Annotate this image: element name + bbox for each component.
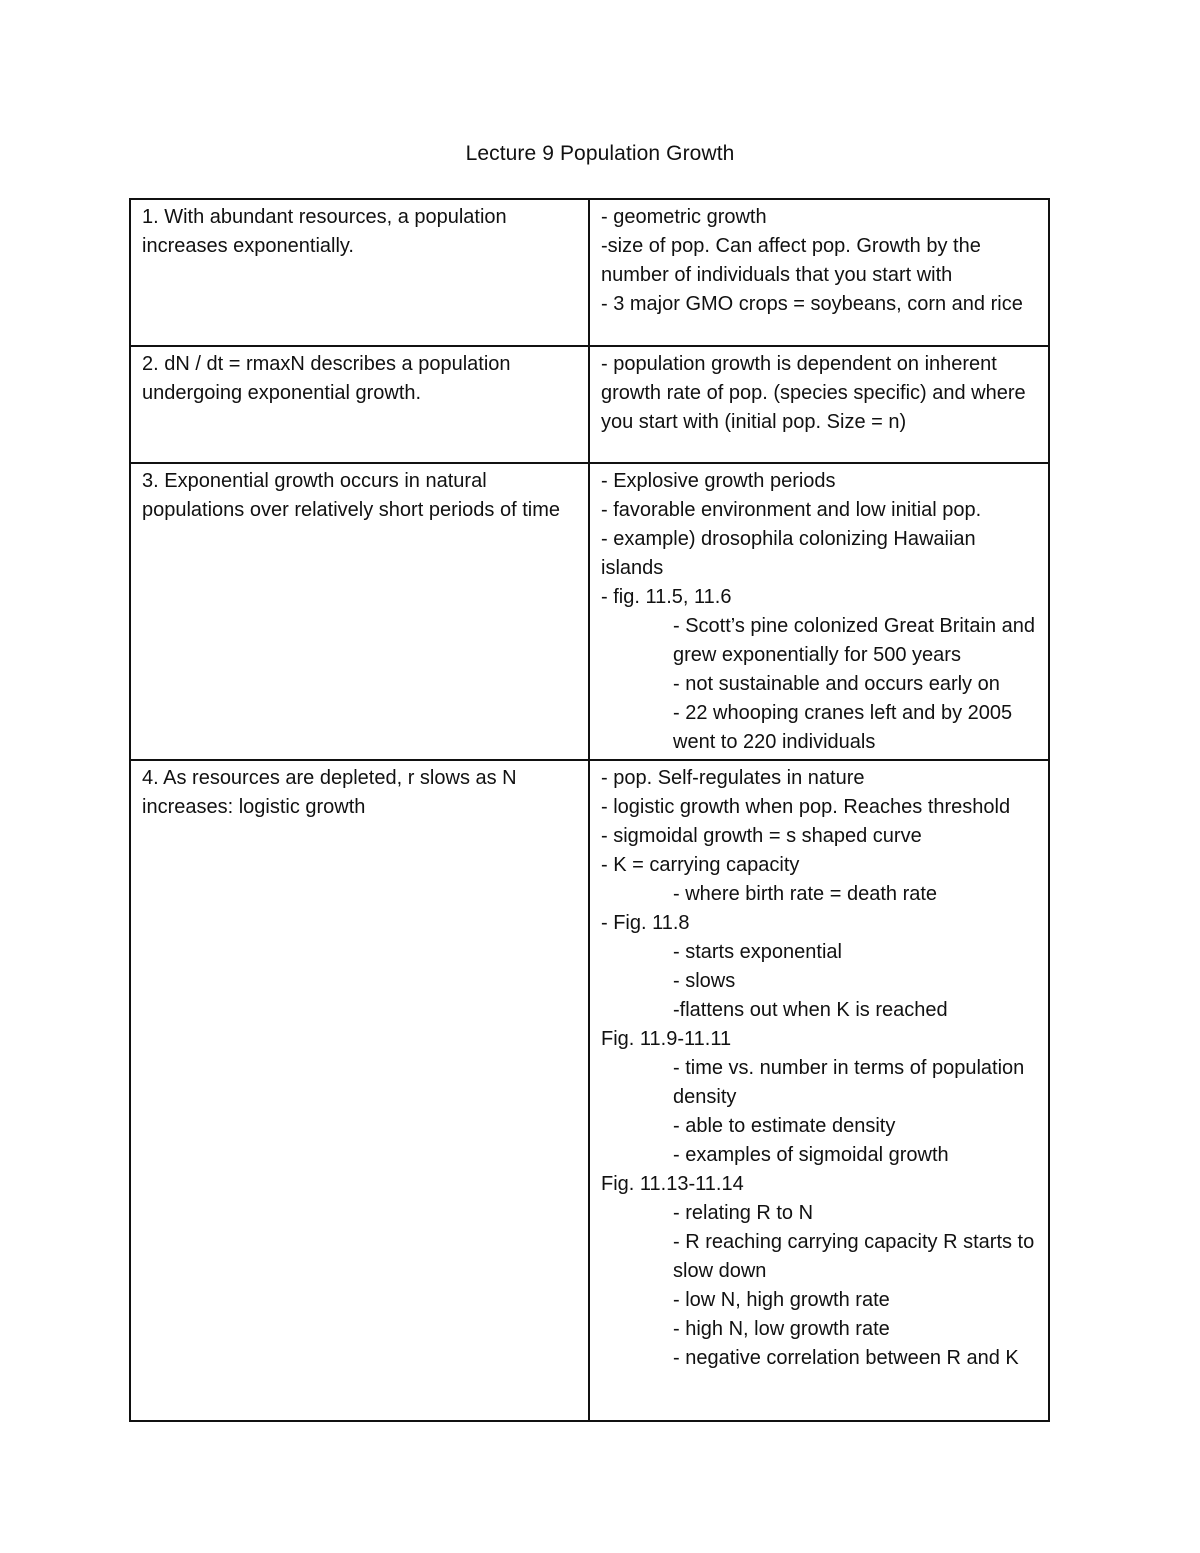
note-line: - 3 major GMO crops = soybeans, corn and rice — [601, 293, 1023, 315]
note-line: - sigmoidal growth = s shaped curve — [601, 825, 922, 847]
note-subline: -flattens out when K is reached — [673, 999, 948, 1021]
concept-cell: 3. Exponential growth occurs in natural populations over relatively short periods of time — [130, 463, 589, 760]
table-row — [130, 199, 1049, 346]
notes-cell — [589, 346, 1049, 463]
concept-cell: 4. As resources are depleted, r slows as N increases: logistic growth — [130, 760, 589, 1421]
note-line: - fig. 11.5, 11.6 — [601, 586, 732, 608]
note-subline: - R reaching carrying capacity R starts to slow down — [673, 1231, 1035, 1282]
note-line: Fig. 11.13-11.14 — [601, 1173, 744, 1195]
note-line: - population growth is dependent on inherent growth rate of pop. (species specific) and where you start with (initial pop. Size = n) — [601, 353, 1026, 433]
note-subline: - not sustainable and occurs early on — [673, 673, 1000, 695]
note-line: - Explosive growth periods — [601, 470, 836, 492]
note-subline: - relating R to N — [673, 1202, 814, 1224]
page-title: Lecture 9 Population Growth — [465, 142, 735, 165]
table-row — [130, 346, 1049, 463]
note-subline: - slows — [673, 970, 736, 992]
note-subline: - high N, low growth rate — [673, 1318, 890, 1340]
notes-cell — [589, 760, 1049, 1421]
note-subline: - where birth rate = death rate — [673, 883, 938, 905]
note-line: Fig. 11.9-11.11 — [601, 1028, 732, 1050]
note-line: - K = carrying capacity — [601, 854, 800, 876]
note-line: - logistic growth when pop. Reaches threshold — [601, 796, 1011, 818]
table-row — [130, 463, 1049, 760]
note-subline: - able to estimate density — [673, 1115, 896, 1137]
notes-cell — [589, 463, 1049, 760]
note-line: - Fig. 11.8 — [601, 912, 690, 934]
notes-table — [129, 198, 1050, 1422]
concept-cell: 1. With abundant resources, a population increases exponentially. — [130, 199, 589, 346]
note-line: - favorable environment and low initial pop. — [601, 499, 982, 521]
note-line: -size of pop. Can affect pop. Growth by the number of individuals that you start with — [601, 235, 981, 286]
note-subline: - low N, high growth rate — [673, 1289, 890, 1311]
note-subline: - starts exponential — [673, 941, 842, 963]
note-subline: - 22 whooping cranes left and by 2005 went to 220 individuals — [673, 702, 1013, 753]
note-subline: - negative correlation between R and K — [673, 1347, 1019, 1369]
concept-cell: 2. dN / dt = rmaxN describes a population undergoing exponential growth. — [130, 346, 589, 463]
note-subline: - examples of sigmoidal growth — [673, 1144, 949, 1166]
note-line: - geometric growth — [601, 206, 767, 228]
table-row — [130, 760, 1049, 1421]
note-line: - pop. Self-regulates in nature — [601, 767, 865, 789]
note-subline: - time vs. number in terms of population density — [673, 1057, 1025, 1108]
note-subline: - Scott’s pine colonized Great Britain and grew exponentially for 500 years — [673, 615, 1036, 666]
notes-cell — [589, 199, 1049, 346]
note-line: - example) drosophila colonizing Hawaiian islands — [601, 528, 976, 579]
